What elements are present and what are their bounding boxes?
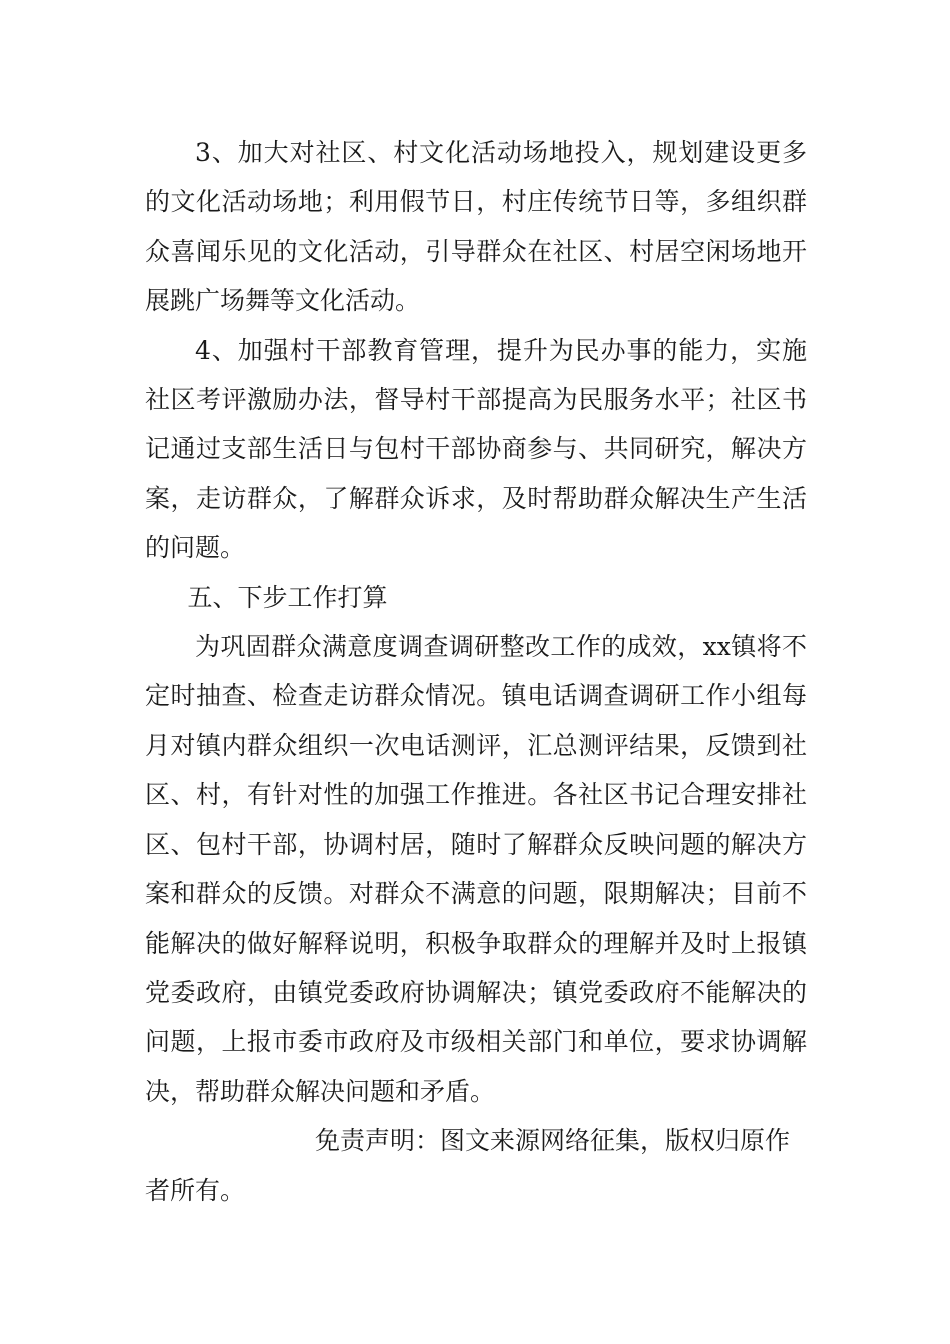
section-paragraph: 为巩固群众满意度调查调研整改工作的成效，xx镇将不定时抽查、检查走访群众情况。镇电话调查调研工作小组每月对镇内群众组织一次电话测评，汇总测评结果，反馈到社区、村，有针对性的加强工作推进。各社区书记合理安排社区、包村干部，协调村居，随时了解群众反映问题的解决方案和群众的反馈。对群众不满意的问题，限期解决；目前不能解决的做好解释说明，积极争取群众的理解并及时上报镇党委政府，由镇党委政府协调解决；镇党委政府不能解决的问题，上报市委市政府及市级相关部门和单位，要求协调解决，帮助群众解决问题和矛盾。 — [145, 632, 807, 1106]
disclaimer-line-2: 者所有。 — [145, 1175, 246, 1205]
document-page — [145, 128, 807, 1215]
paragraph-item-4: 4、加强村干部教育管理，提升为民办事的能力，实施社区考评激励办法，督导村干部提高为民服务水平；社区书记通过支部生活日与包村干部协商参与、共同研究，解决方案，走访群众，了解群众诉求，及时帮助群众解决生产生活的问题。 — [145, 335, 807, 563]
section-heading: 五、下步工作打算 — [187, 582, 388, 612]
disclaimer — [145, 1116, 807, 1215]
disclaimer-line-1: 免责声明：图文来源网络征集，版权归原作 — [315, 1126, 791, 1156]
paragraph-item-3: 3、加大对社区、村文化活动场地投入，规划建设更多的文化活动场地；利用假节日，村庄传统节日等，多组织群众喜闻乐见的文化活动，引导群众在社区、村居空闲场地开展跳广场舞等文化活动。 — [145, 138, 807, 316]
